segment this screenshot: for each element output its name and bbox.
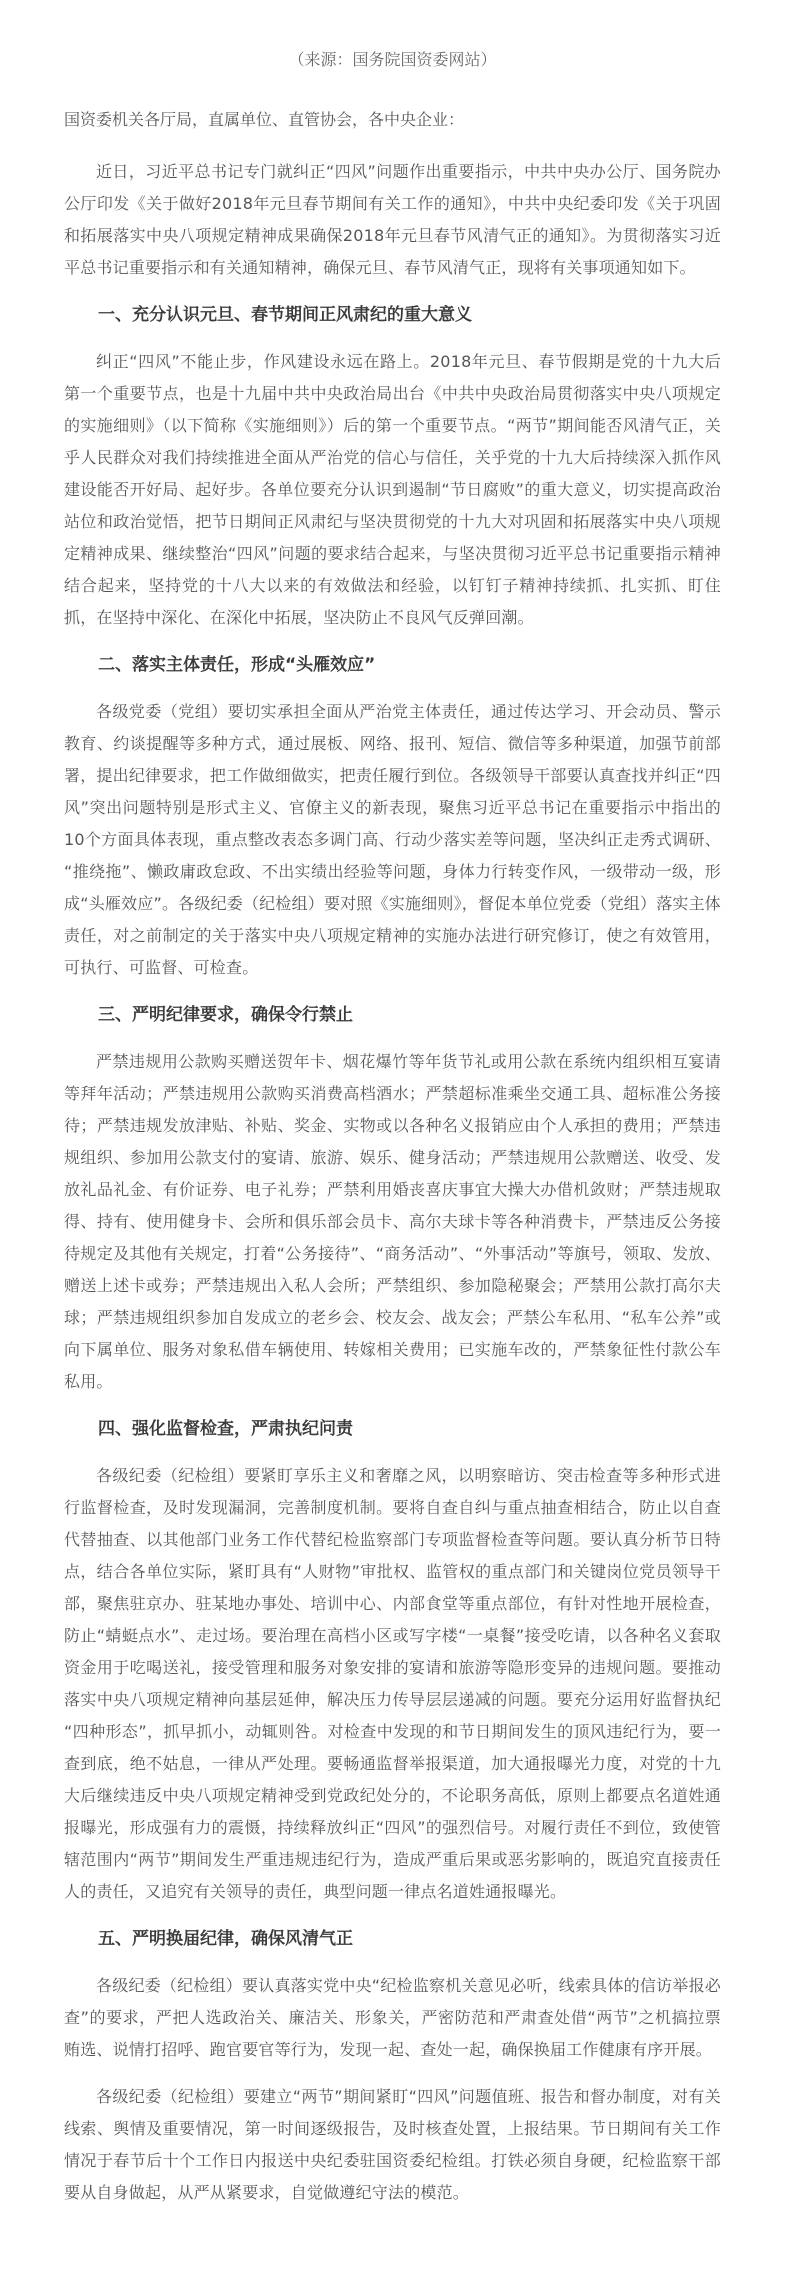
source-line: （来源：国务院国资委网站） (288, 50, 497, 69)
salutation-line: 国资委机关各厅局，直属单位、直管协会，各中央企业： (64, 110, 465, 129)
paragraph-section-3: 严禁违规用公款购买赠送贺年卡、烟花爆竹等年货节礼或用公款在系统内组织相互宴请等拜年活动；严禁违规用公款购买消费高档酒水；严禁超标准乘坐交通工具、超标准公务接待；严禁违规发放津贴、补贴、奖金、实物或以各种名义报销应由个人承担的费用；严禁违规组织、参加用公款支付的宴请、旅游、娱乐、健身活动；严禁违规用公款赠送、收受、发放礼品礼金、有价证券、电子礼券；严禁利用婚丧喜庆事宜大操大办借机敛财；严禁违规取得、持有、使用健身卡、会所和俱乐部会员卡、高尔夫球卡等各种消费卡，严禁违反公务接待规定及其他有关规定，打着“公务接待”、“商务活动”、“外事活动”等旗号，领取、发放、赠送上述卡或券；严禁违规出入私人会所；严禁组织、参加隐秘聚会；严禁用公款打高尔夫球；严禁违规组织参加自发成立的老乡会、校友会、战友会；严禁公车私用、“私车公养”或向下属单位、服务对象私借车辆使用、转嫁相关费用；已实施车改的，严禁象征性付款公车私用。 (64, 1052, 721, 1391)
paragraph-section-1: 纠正“四风”不能止步，作风建设永远在路上。2018年元旦、春节假期是党的十九大后第一个重要节点，也是十九届中共中央政治局出台《中共中央政治局贯彻落实中央八项规定的实施细则》（以下简称《实施细则》）后的第一个重要节点。“两节”期间能否风清气正，关乎人民群众对我们持续推进全面从严治党的信心与信任，关乎党的十九大后持续深入抓作风建设能否开好局、起好步。各单位要充分认识到遏制“节日腐败”的重大意义，切实提高政治站位和政治觉悟，把节日期间正风肃纪与坚决贯彻党的十九大对巩固和拓展落实中央八项规定精神成果、继续整治“四风”问题的要求结合起来，与坚决贯彻习近平总书记重要指示精神结合起来，坚持党的十八大以来的有效做法和经验，以钉钉子精神持续抓、扎实抓、盯住抓，在坚持中深化、在深化中拓展，坚决防止不良风气反弹回潮。 (64, 352, 721, 627)
paragraph-section-4: 各级纪委（纪检组）要紧盯享乐主义和奢靡之风，以明察暗访、突击检查等多种形式进行监督检查，及时发现漏洞，完善制度机制。要将自查自纠与重点抽查相结合，防止以自查代替抽查、以其他部门业务工作代替纪检监察部门专项监督检查等问题。要认真分析节日特点，结合各单位实际，紧盯具有“人财物”审批权、监管权的重点部门和关键岗位党员领导干部，聚焦驻京办、驻某地办事处、培训中心、内部食堂等重点部位，有针对性地开展检查，防止“蜻蜓点水”、走过场。要治理在高档小区或写字楼“一桌餐”接受吃请，以各种名义套取资金用于吃喝送礼，接受管理和服务对象安排的宴请和旅游等隐形变异的违规问题。要推动落实中央八项规定精神向基层延伸，解决压力传导层层递减的问题。要充分运用好监督执纪“四种形态”，抓早抓小，动辄则咎。对检查中发现的和节日期间发生的顶风违纪行为，要一查到底，绝不姑息，一律从严处理。要畅通监督举报渠道，加大通报曝光力度，对党的十九大后继续违反中央八项规定精神受到党政纪处分的，不论职务高低，原则上都要点名道姓通报曝光，形成强有力的震慑，持续释放纠正“四风”的强烈信号。对履行责任不到位，致使管辖范围内“两节”期间发生严重违规违纪行为，造成严重后果或恶劣影响的，既追究直接责任人的责任，又追究有关领导的责任，典型问题一律点名道姓通报曝光。 (64, 1466, 721, 1901)
paragraph-section-2: 各级党委（党组）要切实承担全面从严治党主体责任，通过传达学习、开会动员、警示教育、约谈提醒等多种方式，通过展板、网络、报刊、短信、微信等多种渠道，加强节前部署，提出纪律要求，把工作做细做实，把责任履行到位。各级领导干部要认真查找并纠正“四风”突出问题特别是形式主义、官僚主义的新表现，聚焦习近平总书记在重要指示中指出的10个方面具体表现，重点整改表态多调门高、行动少落实差等问题，坚决纠正走秀式调研、“推绕拖”、懒政庸政怠政、不出实绩出经验等问题，身体力行转变作风，一级带动一级，形成“头雁效应”。各级纪委（纪检组）要对照《实施细则》，督促本单位党委（党组）落实主体责任，对之前制定的关于落实中央八项规定精神的实施办法进行研究修订，使之有效管用，可执行、可监督、可检查。 (64, 702, 721, 977)
section-heading-3: 三、严明纪律要求，确保令行禁止 (98, 1005, 353, 1025)
paragraph-section-5a: 各级纪委（纪检组）要认真落实党中央“纪检监察机关意见必听，线索具体的信访举报必查”的要求，严把人选政治关、廉洁关、形象关，严密防范和严肃查处借“两节”之机搞拉票贿选、说情打招呼、跑官要官等行为，发现一起、查处一起，确保换届工作健康有序开展。 (64, 1976, 721, 2059)
section-heading-4: 四、强化监督检查，严肃执纪问责 (98, 1419, 353, 1439)
section-heading-2: 二、落实主体责任，形成“头雁效应” (98, 655, 376, 675)
section-heading-1: 一、充分认识元旦、春节期间正风肃纪的重大意义 (98, 305, 472, 325)
section-heading-5: 五、严明换届纪律，确保风清气正 (98, 1929, 353, 1949)
paragraph-intro: 近日，习近平总书记专门就纠正“四风”问题作出重要指示，中共中央办公厅、国务院办公厅印发《关于做好2018年元旦春节期间有关工作的通知》，中共中央纪委印发《关于巩固和拓展落实中央八项规定精神成果确保2018年元旦春节风清气正的通知》。为贯彻落实习近平总书记重要指示和有关通知精神，确保元旦、春节风清气正，现将有关事项通知如下。 (64, 162, 721, 277)
paragraph-section-5b: 各级纪委（纪检组）要建立“两节”期间紧盯“四风”问题值班、报告和督办制度，对有关线索、舆情及重要情况，第一时间逐级报告，及时核查处置，上报结果。节日期间有关工作情况于春节后十个工作日内报送中央纪委驻国资委纪检组。打铁必须自身硬，纪检监察干部要从自身做起，从严从紧要求，自觉做遵纪守法的模范。 (64, 2087, 721, 2202)
